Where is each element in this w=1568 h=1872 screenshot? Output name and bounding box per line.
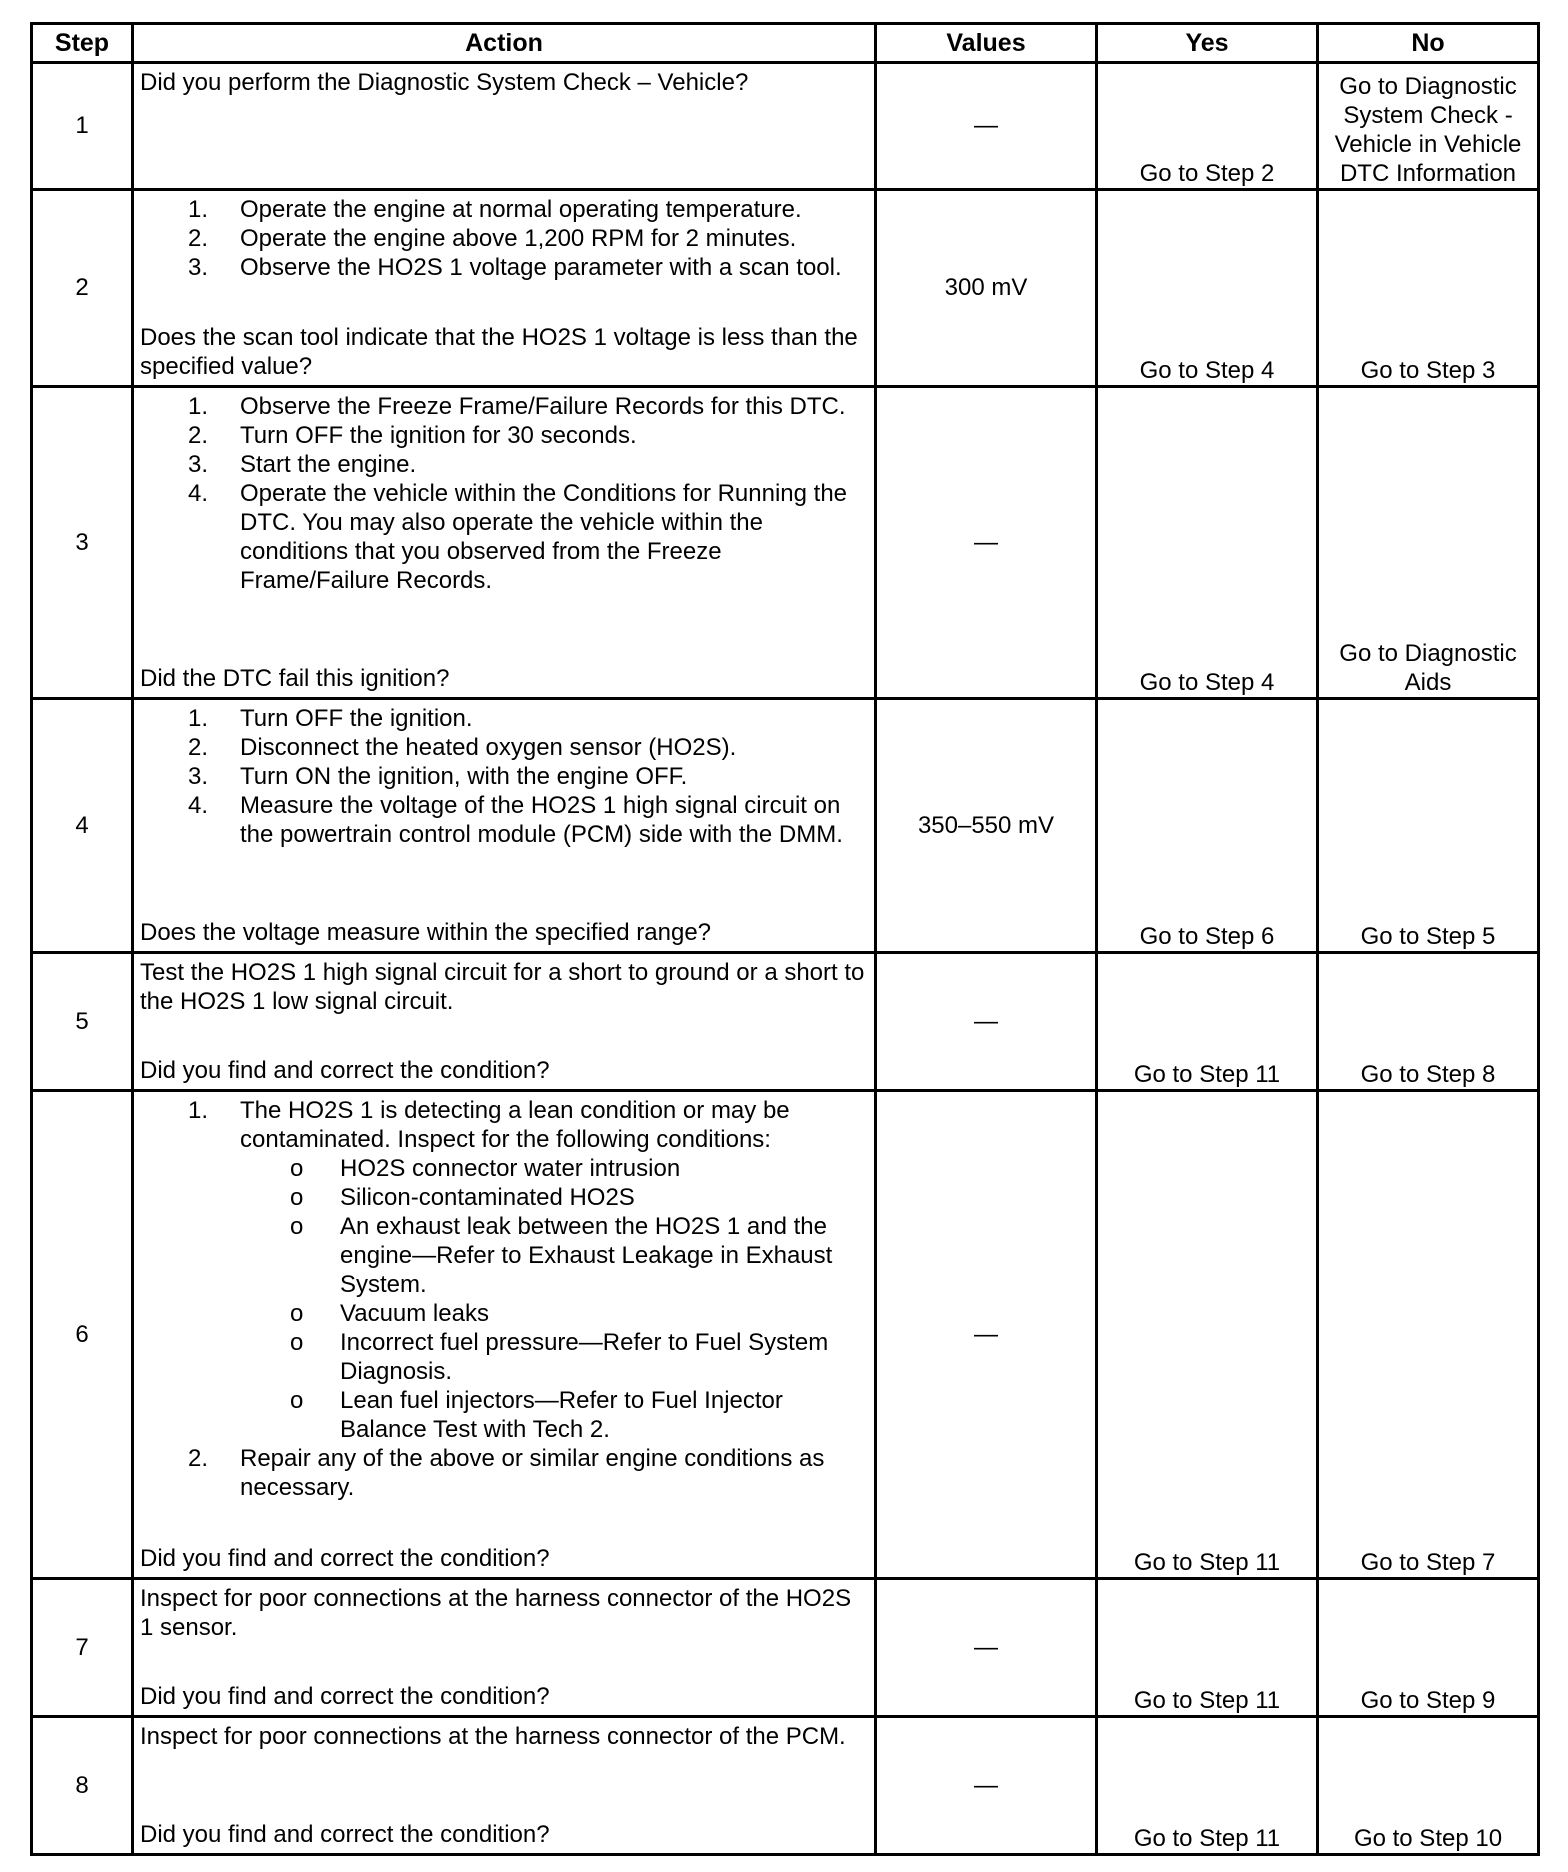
no-cell: Go to Step 8 <box>1318 953 1539 1091</box>
action-content <box>134 700 874 951</box>
procedure-text: Operate the vehicle within the Conditions for Running the DTC. You may also operate the vehicle within the conditions that you observed from the Freeze Frame/Failure Records. <box>240 480 848 594</box>
value-cell: — <box>876 387 1097 699</box>
no-cell: Go to Step 5 <box>1318 699 1539 953</box>
table-row <box>32 63 1539 190</box>
yes-cell: Go to Step 11 <box>1097 953 1318 1091</box>
yes-cell: Go to Step 6 <box>1097 699 1318 953</box>
action-body <box>140 195 868 282</box>
table-row <box>32 699 1539 953</box>
no-cell: Go to Step 9 <box>1318 1579 1539 1717</box>
header-row <box>32 24 1539 63</box>
no-cell: Go to Step 7 <box>1318 1091 1539 1579</box>
condition-list <box>240 1154 868 1444</box>
procedure-item <box>187 791 868 849</box>
step-number: 2 <box>32 190 133 387</box>
value-cell: — <box>876 953 1097 1091</box>
procedure-text: Turn ON the ignition, with the engine OFF. <box>240 763 688 790</box>
action-content <box>134 954 874 1089</box>
procedure-item <box>187 1444 868 1502</box>
header-values: Values <box>876 24 1097 63</box>
yes-cell: Go to Step 11 <box>1097 1579 1318 1717</box>
yes-cell: Go to Step 11 <box>1097 1717 1318 1855</box>
action-body <box>140 68 868 97</box>
action-question: Did you find and correct the condition? <box>140 1057 550 1084</box>
condition-text: Incorrect fuel pressure—Refer to Fuel System Diagnosis. <box>340 1329 829 1385</box>
value-cell: 350–550 mV <box>876 699 1097 953</box>
bullet-icon: o <box>290 1184 304 1211</box>
procedure-text: Observe the HO2S 1 voltage parameter with a scan tool. <box>240 254 842 281</box>
procedure-number: 4. <box>187 792 208 819</box>
action-body <box>140 1722 868 1751</box>
condition-item <box>290 1386 868 1444</box>
procedure-number: 3. <box>187 451 208 478</box>
procedure-number: 2. <box>187 1445 208 1472</box>
step-number: 4 <box>32 699 133 953</box>
no-cell: Go to Step 3 <box>1318 190 1539 387</box>
action-body <box>140 1584 868 1642</box>
yes-cell: Go to Step 11 <box>1097 1091 1318 1579</box>
table-row <box>32 1717 1539 1855</box>
action-content <box>134 1718 874 1853</box>
action-cell <box>133 953 876 1091</box>
procedure-text: The HO2S 1 is detecting a lean condition or may be contaminated. Inspect for the following conditions: <box>240 1097 790 1153</box>
action-cell <box>133 1579 876 1717</box>
header-action: Action <box>133 24 876 63</box>
action-intro: Test the HO2S 1 high signal circuit for a short to ground or a short to the HO2S 1 low signal circuit. <box>140 959 865 1015</box>
bullet-icon: o <box>290 1387 304 1414</box>
bullet-icon: o <box>290 1155 304 1182</box>
procedure-number: 4. <box>187 480 208 507</box>
action-cell <box>133 699 876 953</box>
procedure-item <box>187 704 868 733</box>
bullet-icon: o <box>290 1329 304 1356</box>
condition-text: An exhaust leak between the HO2S 1 and the engine—Refer to Exhaust Leakage in Exhaust System. <box>340 1213 833 1298</box>
action-question: Did you find and correct the condition? <box>140 1821 550 1848</box>
table-row <box>32 1579 1539 1717</box>
procedure-item <box>187 1096 868 1444</box>
condition-text: Silicon-contaminated HO2S <box>340 1184 635 1211</box>
procedure-item <box>187 392 868 421</box>
condition-item <box>290 1212 868 1299</box>
no-cell: Go to Step 10 <box>1318 1717 1539 1855</box>
value-cell: — <box>876 1717 1097 1855</box>
value-cell: — <box>876 1579 1097 1717</box>
procedure-item <box>187 479 868 595</box>
action-content <box>134 1092 874 1577</box>
procedure-number: 1. <box>187 1097 208 1124</box>
table-row <box>32 190 1539 387</box>
action-intro: Inspect for poor connections at the harness connector of the HO2S 1 sensor. <box>140 1585 852 1641</box>
procedure-number: 3. <box>187 763 208 790</box>
procedure-text: Measure the voltage of the HO2S 1 high signal circuit on the powertrain control module (PCM) side with the DMM. <box>240 792 843 848</box>
yes-cell: Go to Step 2 <box>1097 63 1318 190</box>
action-content <box>134 388 874 697</box>
action-cell <box>133 1091 876 1579</box>
value-cell: — <box>876 1091 1097 1579</box>
condition-text: Vacuum leaks <box>340 1300 489 1327</box>
procedure-number: 3. <box>187 254 208 281</box>
action-body <box>140 958 868 1016</box>
value-cell: — <box>876 63 1097 190</box>
procedure-number: 2. <box>187 734 208 761</box>
procedure-text: Repair any of the above or similar engine conditions as necessary. <box>240 1445 825 1501</box>
yes-cell: Go to Step 4 <box>1097 387 1318 699</box>
step-number: 6 <box>32 1091 133 1579</box>
yes-cell: Go to Step 4 <box>1097 190 1318 387</box>
procedure-item <box>187 450 868 479</box>
no-cell: Go to Diagnostic Aids <box>1318 387 1539 699</box>
action-question: Did the DTC fail this ignition? <box>140 665 450 692</box>
action-body <box>140 704 868 849</box>
procedure-number: 2. <box>187 225 208 252</box>
procedure-list <box>140 392 868 595</box>
action-cell <box>133 387 876 699</box>
procedure-item <box>187 195 868 224</box>
step-number: 7 <box>32 1579 133 1717</box>
bullet-icon: o <box>290 1213 304 1240</box>
action-content <box>134 191 874 385</box>
action-content <box>134 1580 874 1715</box>
header-yes: Yes <box>1097 24 1318 63</box>
action-body <box>140 1096 868 1502</box>
action-content <box>134 64 874 188</box>
action-intro: Inspect for poor connections at the harness connector of the PCM. <box>140 1723 846 1750</box>
header-step: Step <box>32 24 133 63</box>
condition-item <box>290 1328 868 1386</box>
action-question: Did you find and correct the condition? <box>140 1683 550 1710</box>
action-intro: Did you perform the Diagnostic System Check – Vehicle? <box>140 69 749 96</box>
action-cell <box>133 63 876 190</box>
procedure-number: 1. <box>187 196 208 223</box>
action-question: Did you find and correct the condition? <box>140 1545 550 1572</box>
action-question: Does the scan tool indicate that the HO2S 1 voltage is less than the specified value? <box>140 324 858 380</box>
procedure-text: Operate the engine above 1,200 RPM for 2 minutes. <box>240 225 797 252</box>
table-row <box>32 387 1539 699</box>
procedure-number: 2. <box>187 422 208 449</box>
procedure-text: Operate the engine at normal operating temperature. <box>240 196 802 223</box>
condition-text: Lean fuel injectors—Refer to Fuel Injector Balance Test with Tech 2. <box>340 1387 783 1443</box>
action-body <box>140 392 868 595</box>
procedure-number: 1. <box>187 393 208 420</box>
condition-item <box>290 1183 868 1212</box>
table-row <box>32 953 1539 1091</box>
procedure-text: Observe the Freeze Frame/Failure Records for this DTC. <box>240 393 846 420</box>
procedure-item <box>187 762 868 791</box>
action-cell <box>133 190 876 387</box>
condition-item <box>290 1154 868 1183</box>
procedure-item <box>187 224 868 253</box>
procedure-item <box>187 253 868 282</box>
procedure-item <box>187 733 868 762</box>
no-cell: Go to Diagnostic System Check - Vehicle in Vehicle DTC Information <box>1318 63 1539 190</box>
step-number: 3 <box>32 387 133 699</box>
procedure-text: Turn OFF the ignition for 30 seconds. <box>240 422 637 449</box>
diagnostic-table <box>30 22 1540 1856</box>
table-row <box>32 1091 1539 1579</box>
procedure-item <box>187 421 868 450</box>
step-number: 1 <box>32 63 133 190</box>
step-number: 8 <box>32 1717 133 1855</box>
step-number: 5 <box>32 953 133 1091</box>
condition-item <box>290 1299 868 1328</box>
procedure-text: Start the engine. <box>240 451 417 478</box>
procedure-list <box>140 195 868 282</box>
action-question: Does the voltage measure within the specified range? <box>140 919 712 946</box>
value-cell: 300 mV <box>876 190 1097 387</box>
header-no: No <box>1318 24 1539 63</box>
procedure-list <box>140 1096 868 1502</box>
procedure-number: 1. <box>187 705 208 732</box>
action-cell <box>133 1717 876 1855</box>
procedure-text: Turn OFF the ignition. <box>240 705 473 732</box>
condition-text: HO2S connector water intrusion <box>340 1155 681 1182</box>
procedure-text: Disconnect the heated oxygen sensor (HO2S). <box>240 734 737 761</box>
bullet-icon: o <box>290 1300 304 1327</box>
procedure-list <box>140 704 868 849</box>
